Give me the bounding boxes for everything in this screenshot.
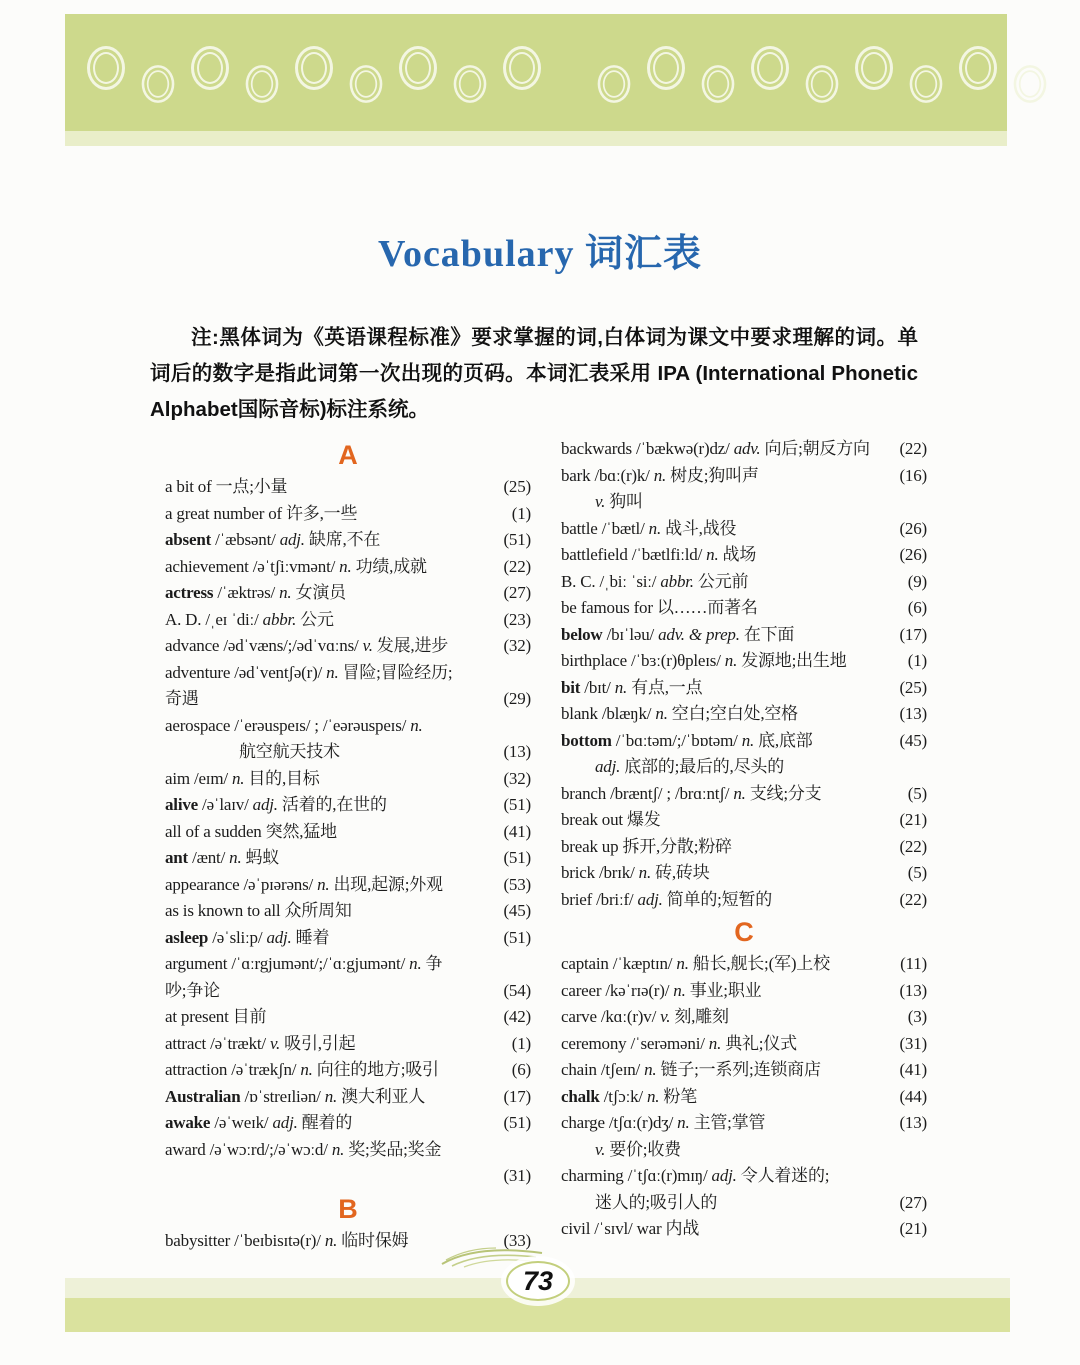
vocab-entry-text: brief /briːf/ adj. 简单的;短暂的 — [561, 889, 773, 909]
vocab-entry — [165, 1084, 531, 1111]
page-title: Vocabulary 词汇表 — [377, 233, 702, 275]
vocab-entry — [561, 569, 927, 596]
vocab-entry-page: (29) — [503, 689, 531, 708]
vocab-entry-page: (41) — [899, 1060, 927, 1079]
vocab-entry-page: (31) — [503, 1166, 531, 1185]
vocab-entry — [165, 686, 531, 713]
vocab-entry-page: (25) — [503, 477, 531, 496]
vocab-entry-page: (21) — [899, 810, 927, 829]
vocab-entry-text: brick /brɪk/ n. 砖,砖块 — [561, 863, 710, 882]
ring-ornament — [959, 46, 997, 90]
vocab-entry — [561, 728, 927, 755]
vocab-entry — [561, 1110, 927, 1137]
footer-band-dark — [65, 1298, 1010, 1332]
vocab-entry-text: bit /bɪt/ n. 有点,一点 — [561, 677, 703, 697]
vocab-entry — [165, 739, 531, 766]
vocab-entry-page: (16) — [899, 465, 927, 485]
vocab-entry-text: aerospace /ˈerəuspeɪs/ ; /ˈeərəuspeɪs/ n. — [165, 715, 423, 735]
vocab-entry-text: asleep /əˈsliːp/ adj. 睡着 — [165, 927, 330, 947]
vocab-entry-text: carve /kɑː(r)v/ v. 刻,雕刻 — [561, 1007, 729, 1026]
vocab-entry-text: attraction /əˈtrækʃn/ n. 向往的地方;吸引 — [165, 1060, 439, 1079]
ring-ornament — [647, 46, 685, 90]
vocab-entry-text: aim /eɪm/ n. 目的,目标 — [165, 768, 320, 788]
vocab-entry-page: (51) — [503, 927, 531, 947]
vocab-entry — [165, 1110, 531, 1137]
ring-ornament — [87, 46, 125, 90]
vocab-entry — [561, 860, 927, 887]
vocab-entry — [561, 516, 927, 543]
vocab-entry — [561, 1216, 927, 1243]
vocab-entry-text: B. C. /ˌbiː ˈsiː/ abbr. 公元前 — [561, 571, 749, 591]
ring-ornament — [350, 65, 383, 103]
vocab-entry-page: (17) — [899, 624, 927, 644]
vocab-entry-text: babysitter /ˈbeɪbisɪtə(r)/ n. 临时保姆 — [165, 1230, 409, 1250]
vocab-entry — [561, 754, 927, 781]
vocab-entry-page: (22) — [899, 836, 927, 856]
vocab-entry-page: (13) — [899, 704, 927, 723]
vocab-entry-page: (44) — [899, 1086, 927, 1106]
vocab-entry-text: break out 爆发 — [561, 810, 661, 829]
vocab-entry-text: 吵;争论 — [165, 980, 220, 1000]
vocab-entry — [561, 978, 927, 1005]
ring-ornament — [855, 46, 893, 90]
vocab-entry-text: below /bɪˈləu/ adv. & prep. 在下面 — [561, 624, 795, 644]
ring-ornament — [598, 65, 631, 103]
vocab-entry — [165, 1163, 531, 1190]
vocab-entry — [561, 1031, 927, 1058]
vocab-entry — [165, 1004, 531, 1031]
vocab-entry-page: (51) — [503, 1113, 531, 1132]
vocab-entry-page: (26) — [899, 545, 927, 564]
ring-ornament — [399, 46, 437, 90]
vocab-column-left — [165, 436, 531, 1254]
vocab-column-right — [561, 436, 927, 1254]
vocab-entry-page: (51) — [503, 848, 531, 867]
ring-ornament — [142, 65, 175, 103]
vocab-entry — [165, 819, 531, 846]
vocab-entry-page: (27) — [503, 583, 531, 602]
vocab-entry — [165, 474, 531, 501]
vocab-entry-page: (13) — [503, 742, 531, 761]
vocab-entry-text: awake /əˈweɪk/ adj. 醒着的 — [165, 1113, 353, 1132]
vocab-entry-text: achievement /əˈtʃiːvmənt/ n. 功绩,成就 — [165, 556, 427, 576]
vocab-entry-page: (3) — [907, 1007, 927, 1026]
vocab-entry-text: chalk /tʃɔːk/ n. 粉笔 — [561, 1086, 698, 1106]
vocab-entry — [165, 580, 531, 607]
vocab-entry-text: charge /tʃɑː(r)dʒ/ n. 主管;掌管 — [561, 1113, 766, 1132]
ring-ornament — [503, 46, 541, 90]
vocab-entry-page: (41) — [503, 821, 531, 841]
vocab-entry — [561, 595, 927, 622]
ring-ornament — [295, 46, 333, 90]
ring-ornament — [702, 65, 735, 103]
vocab-entry — [561, 1004, 927, 1031]
vocab-entry-page: (1) — [511, 1033, 531, 1053]
vocab-entry-text: v. 要价;收费 — [595, 1139, 681, 1159]
vocab-entry-text: battlefield /ˈbætlfiːld/ n. 战场 — [561, 545, 757, 564]
vocab-entry-text: birthplace /ˈbɜː(r)θpleɪs/ n. 发源地;出生地 — [561, 651, 847, 670]
vocab-entry — [165, 792, 531, 819]
vocab-entry — [561, 834, 927, 861]
vocab-entry-page: (22) — [899, 439, 927, 458]
vocab-entry-text: backwards /ˈbækwə(r)dz/ adv. 向后;朝反方向 — [561, 439, 870, 458]
section-header-A: A — [338, 440, 358, 470]
page-number-badge — [506, 1261, 570, 1301]
vocab-entry-page: (23) — [503, 609, 531, 629]
vocab-entry-text: charming /ˈtʃɑː(r)mɪŋ/ adj. 令人着迷的; — [561, 1166, 830, 1185]
vocab-entry-page: (26) — [899, 518, 927, 538]
vocab-entry-text: v. 狗叫 — [595, 492, 643, 511]
vocab-entry-text: alive /əˈlaɪv/ adj. 活着的,在世的 — [165, 795, 387, 814]
vocab-entry — [165, 898, 531, 925]
vocab-entry-page: (32) — [503, 636, 531, 655]
vocab-entry — [165, 1137, 531, 1164]
vocab-entry-text: argument /ˈɑːrgjumənt/;/ˈɑːgjumənt/ n. 争 — [165, 954, 443, 973]
vocab-entry-page: (45) — [899, 730, 927, 750]
vocab-entry — [561, 887, 927, 914]
vocab-entry — [165, 527, 531, 554]
vocab-entry-page: (54) — [503, 980, 531, 1000]
ring-ornament — [191, 46, 229, 90]
note-paragraph: 注:黑体词为《英语课程标准》要求掌握的词,白体词为课文中要求理解的词。单词后的数字是指此词第一次出现的页码。本词汇表采用 IPA (International Phonetic Alphabet国际音标)标注系统。 — [150, 326, 918, 421]
vocab-entry — [561, 1163, 927, 1190]
vocab-entry-text: 迷人的;吸引人的 — [595, 1192, 718, 1212]
vocab-entry — [165, 607, 531, 634]
vocab-entry-text: be famous for 以……而著名 — [561, 598, 758, 617]
vocab-entry-text: bottom /ˈbɑːtəm/;/ˈbɒtəm/ n. 底,底部 — [561, 730, 813, 750]
vocab-entry-text: appearance /əˈpɪərəns/ n. 出现,起源;外观 — [165, 874, 443, 894]
vocabulary-columns — [165, 436, 927, 1254]
vocab-entry-text: bark /bɑː(r)k/ n. 树皮;狗叫声 — [561, 465, 759, 485]
vocab-entry — [165, 1057, 531, 1084]
ring-ornament — [806, 65, 839, 103]
vocab-entry — [561, 701, 927, 728]
ring-ornament — [1014, 65, 1047, 103]
vocab-entry-text: actress /ˈæktrəs/ n. 女演员 — [165, 583, 346, 602]
vocab-entry — [561, 1190, 927, 1217]
vocab-entry-text: civil /ˈsɪvl/ war 内战 — [561, 1219, 700, 1238]
vocab-entry — [561, 781, 927, 808]
vocab-entry-page: (33) — [503, 1230, 531, 1250]
vocab-entry — [561, 807, 927, 834]
ring-ornament-row — [87, 46, 985, 116]
vocab-entry-text: advance /ədˈvæns/;/ədˈvɑːns/ v. 发展,进步 — [165, 636, 449, 655]
vocab-entry-text: a bit of 一点;小量 — [165, 477, 288, 496]
vocab-entry-text: adventure /ədˈventʃə(r)/ n. 冒险;冒险经历; — [165, 662, 453, 682]
vocab-entry-page: (45) — [503, 901, 531, 920]
vocab-entry-page: (51) — [503, 530, 531, 549]
vocab-entry-page: (31) — [899, 1033, 927, 1053]
vocab-entry-page: (13) — [899, 980, 927, 1000]
vocab-entry — [561, 1084, 927, 1111]
vocab-entry-page: (27) — [899, 1192, 927, 1212]
vocab-entry — [561, 648, 927, 675]
vocab-entry-text: 奇遇 — [165, 689, 199, 708]
vocab-entry — [165, 633, 531, 660]
vocab-entry-text: battle /ˈbætl/ n. 战斗,战役 — [561, 518, 737, 538]
vocab-entry-text: adj. 底部的;最后的,尽头的 — [595, 757, 785, 776]
vocab-entry-text: as is known to all 众所周知 — [165, 901, 352, 920]
vocab-entry-page: (22) — [503, 556, 531, 576]
vocab-entry-text: blank /blæŋk/ n. 空白;空白处,空格 — [561, 704, 798, 723]
vocab-entry-page: (32) — [503, 768, 531, 788]
ring-ornament — [751, 46, 789, 90]
vocab-entry — [165, 713, 531, 740]
vocab-entry — [561, 622, 927, 649]
vocab-entry-text: branch /bræntʃ/ ; /brɑːntʃ/ n. 支线;分支 — [561, 783, 822, 803]
vocab-entry — [165, 951, 531, 978]
vocab-entry-page: (51) — [503, 795, 531, 814]
vocab-entry-text: 航空航天技术 — [239, 742, 340, 761]
vocab-entry-page: (13) — [899, 1113, 927, 1132]
vocab-entry-text: Australian /ɒˈstreɪliən/ n. 澳大利亚人 — [165, 1086, 426, 1106]
vocab-entry-text: ceremony /ˈserəməni/ n. 典礼;仪式 — [561, 1033, 797, 1053]
vocab-entry — [165, 501, 531, 528]
vocab-entry-text: all of a sudden 突然,猛地 — [165, 821, 337, 841]
vocab-entry — [165, 925, 531, 952]
vocab-entry — [561, 463, 927, 490]
vocab-entry — [561, 951, 927, 978]
ring-ornament — [454, 65, 487, 103]
vocab-entry-text: break up 拆开,分散;粉碎 — [561, 836, 732, 856]
vocab-entry-page: (11) — [900, 954, 927, 973]
vocab-entry — [561, 542, 927, 569]
vocab-entry-text: captain /ˈkæptɪn/ n. 船长,舰长;(军)上校 — [561, 954, 830, 973]
vocab-entry-page: (53) — [503, 874, 531, 894]
vocab-entry-page: (17) — [503, 1086, 531, 1106]
vocab-entry — [165, 872, 531, 899]
vocab-entry — [561, 436, 927, 463]
vocab-entry — [165, 978, 531, 1005]
vocab-entry — [165, 660, 531, 687]
vocab-entry-text: A. D. /ˌeɪ ˈdiː/ abbr. 公元 — [165, 609, 334, 629]
page-number: 73 — [522, 1265, 554, 1296]
vocab-entry — [165, 766, 531, 793]
vocab-entry-page: (1) — [511, 503, 531, 523]
vocab-entry — [165, 554, 531, 581]
vocab-entry — [561, 1057, 927, 1084]
vocab-entry-page: (22) — [899, 889, 927, 909]
vocab-entry-page: (9) — [907, 571, 927, 591]
vocab-entry — [165, 1031, 531, 1058]
banner-bottom-strip — [65, 131, 1007, 146]
vocab-entry-text: chain /tʃeɪn/ n. 链子;一系列;连锁商店 — [561, 1060, 821, 1079]
vocab-entry — [561, 1137, 927, 1164]
ring-ornament — [910, 65, 943, 103]
vocab-entry — [561, 489, 927, 516]
vocab-entry-text: attract /əˈtrækt/ v. 吸引,引起 — [165, 1033, 356, 1053]
vocab-entry-page: (25) — [899, 677, 927, 697]
vocab-entry-page: (1) — [907, 651, 927, 670]
section-header-C: C — [734, 917, 754, 947]
vocab-entry-page: (42) — [503, 1007, 531, 1026]
vocab-entry-page: (21) — [899, 1219, 927, 1238]
vocab-entry-text: award /əˈwɔːrd/;/əˈwɔːd/ n. 奖;奖品;奖金 — [165, 1139, 442, 1159]
decorative-banner — [65, 14, 1007, 146]
vocab-entry-text: ant /ænt/ n. 蚂蚁 — [165, 848, 280, 867]
vocab-entry-page: (5) — [907, 783, 927, 803]
vocab-entry-text: absent /ˈæbsənt/ adj. 缺席,不在 — [165, 530, 381, 549]
vocab-entry — [561, 675, 927, 702]
vocab-entry-text: at present 目前 — [165, 1007, 267, 1026]
ring-ornament — [246, 65, 279, 103]
vocab-entry-page: (6) — [511, 1060, 531, 1079]
vocab-entry-page: (6) — [907, 598, 927, 617]
section-header-B: B — [338, 1193, 358, 1224]
vocab-entry-text: career /kəˈrɪə(r)/ n. 事业;职业 — [561, 980, 762, 1000]
vocab-entry — [165, 845, 531, 872]
vocab-entry-text: a great number of 许多,一些 — [165, 503, 358, 523]
vocab-entry-page: (5) — [907, 863, 927, 882]
